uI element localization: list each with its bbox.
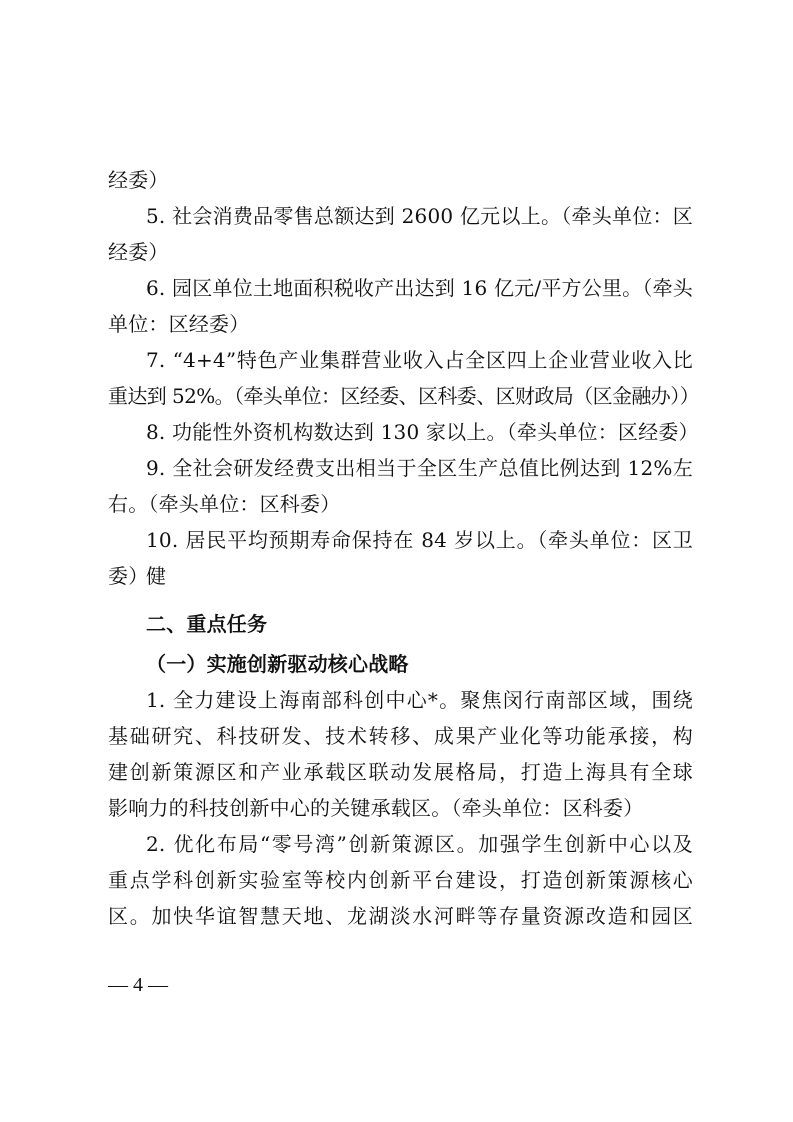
text-line: 单位：区经委） (108, 312, 250, 336)
page-number: — 4 — (108, 974, 168, 996)
text-line: 5. 社会消费品零售总额达到 2600 亿元以上。（牵头单位：区 (146, 204, 693, 228)
text-line: 右。（牵头单位：区科委） (108, 492, 341, 516)
text-line: 6. 园区单位土地面积税收产出达到 16 亿元/平方公里。（牵头 (146, 276, 693, 300)
text-line: 重达到 52%。（牵头单位：区经委、区科委、区财政局（区金融办）） (108, 384, 700, 408)
text-line: 2. 优化布局“零号湾”创新策源区。加强学生创新中心以及 (146, 832, 693, 856)
text-line: 建创新策源区和产业承载区联动发展格局，打造上海具有全球 (108, 760, 693, 784)
text-line: 区。加快华谊智慧天地、龙湖淡水河畔等存量资源改造和园区 (108, 904, 693, 928)
text-line: 10. 居民平均预期寿命保持在 84 岁以上。（牵头单位：区卫健 (146, 528, 693, 588)
subsection-heading: （一）实施创新驱动核心战略 (146, 652, 409, 676)
text-line: 经委） (108, 240, 169, 264)
text-line: 重点学科创新实验室等校内创新平台建设，打造创新策源核心 (108, 868, 693, 892)
text-line: 9. 全社会研发经费支出相当于全区生产总值比例达到 12%左 (146, 456, 693, 480)
section-heading: 二、重点任务 (146, 612, 268, 636)
text-line: 8. 功能性外资机构数达到 130 家以上。（牵头单位：区经委） (146, 420, 699, 444)
text-line: 委） (108, 564, 149, 588)
text-line: 7. “4+4”特色产业集群营业收入占全区四上企业营业收入比 (146, 348, 693, 372)
text-line: 经委） (108, 168, 169, 192)
text-line: 影响力的科技创新中心的关键承载区。（牵头单位：区科委） (108, 796, 644, 820)
text-line: 1. 全力建设上海南部科创中心*。聚焦闵行南部区域，围绕 (146, 688, 693, 712)
text-line: 基础研究、科技研发、技术转移、成果产业化等功能承接，构 (108, 724, 693, 748)
